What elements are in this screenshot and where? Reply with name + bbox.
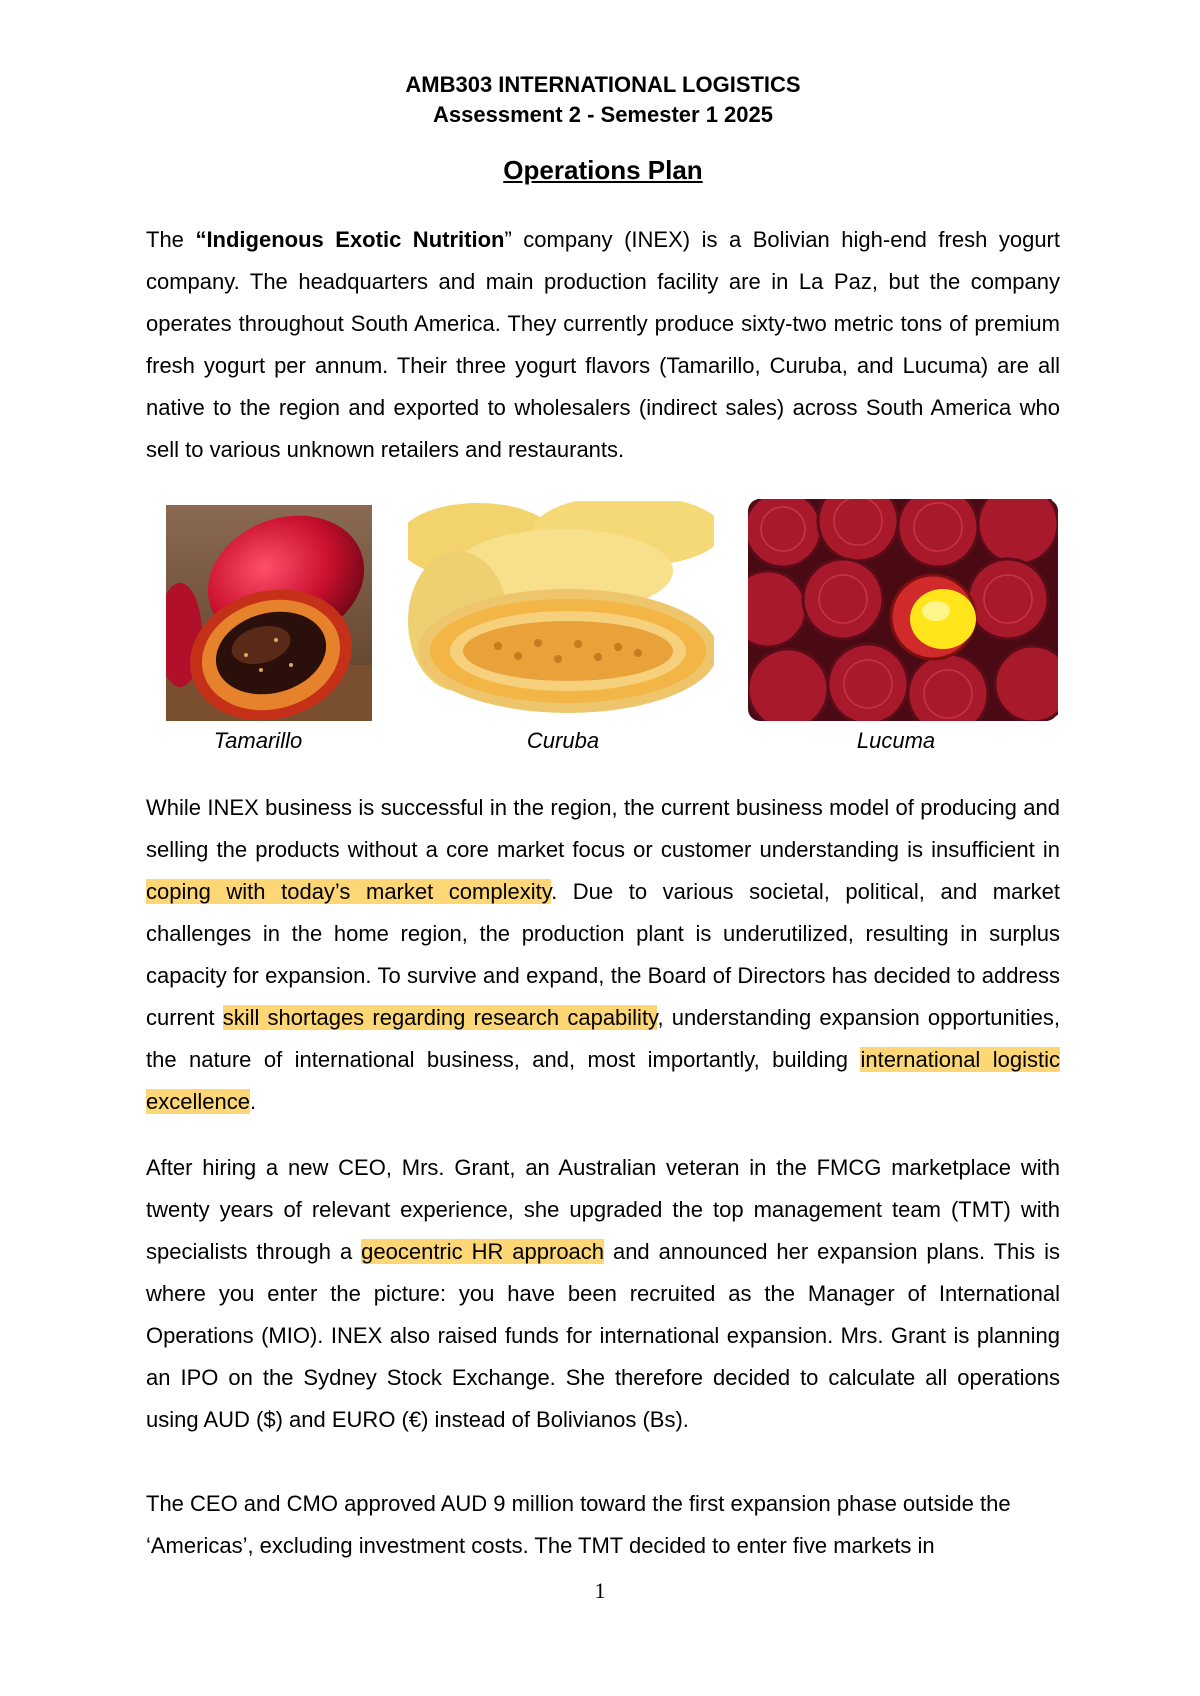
text-run: The [146,227,196,252]
text-run: While INEX business is successful in the region, the current business model of producing and selling the products without a core market focus or customer understanding is insufficient in [146,795,1060,862]
lucuma-caption: Lucuma [856,728,936,753]
fruit-figures [146,505,1060,755]
intro-paragraph [146,219,1060,471]
text-run: , understanding expansion opportunities, the nature of international business, and, most importantly, building [146,1005,1061,1072]
text-run: ” company (INEX) is a Bolivian high-end fresh yogurt company. The headquarters and main production facility are in La Paz, but the company operates throughout South America. They currently produce sixty-two metric tons of premium fresh yogurt per annum. Their three yogurt flavors (Tamarillo, Curuba, and Lucuma) are all native to the region and exported to wholesalers (indirect sales) across South America who sell to various unknown retailers and restaurants. [146,227,1060,462]
document-title: Operations Plan [503,155,703,185]
highlighted-text: skill shortages regarding research capability [222,1005,658,1030]
text-run: and announced her expansion plans. This is where you enter the picture: you have been recruited as the Manager of International Operations (MIO). INEX also raised funds for international expansion. Mrs. Grant is planning an IPO on the Sydney Stock Exchange. She therefore decided to calculate all operations using AUD ($) and EURO (€) instead of Bolivianos (Bs). [146,1239,1061,1432]
highlighted-text: international logistic excellence [146,1047,1060,1114]
text-run: . [249,1089,257,1114]
curuba-image [408,501,714,717]
page-number: 1 [594,1578,606,1603]
highlighted-text: geocentric HR approach [361,1239,605,1264]
curuba-caption: Curuba [526,728,600,753]
assessment-subtitle: Assessment 2 - Semester 1 2025 [433,102,773,127]
body-paragraph-ceo [146,1147,1060,1441]
lucuma-image [748,499,1058,721]
text-run: After hiring a new CEO, Mrs. Grant, an Australian veteran in the FMCG marketplace with twenty years of relevant experience, she upgraded the top management team (TMT) with specialists through a [146,1155,1060,1264]
body-paragraph-budget: The CEO and CMO approved AUD 9 million toward the first expansion phase outside the ‘Americas’, excluding investment costs. The TMT decided to enter five markets in [146,1491,1011,1558]
course-title: AMB303 INTERNATIONAL LOGISTICS [405,72,801,97]
text-run: . Due to various societal, political, and market challenges in the home region, the production plant is underutilized, resulting in surplus capacity for expansion. To survive and expand, the Board of Directors has decided to address current [146,879,1060,1030]
company-name-bold: “Indigenous Exotic Nutrition [195,227,505,252]
body-paragraph-business-model [146,787,1060,1123]
highlighted-text: coping with today’s market complexity [146,879,552,904]
tamarillo-image [166,505,372,721]
tamarillo-caption: Tamarillo [213,728,303,753]
